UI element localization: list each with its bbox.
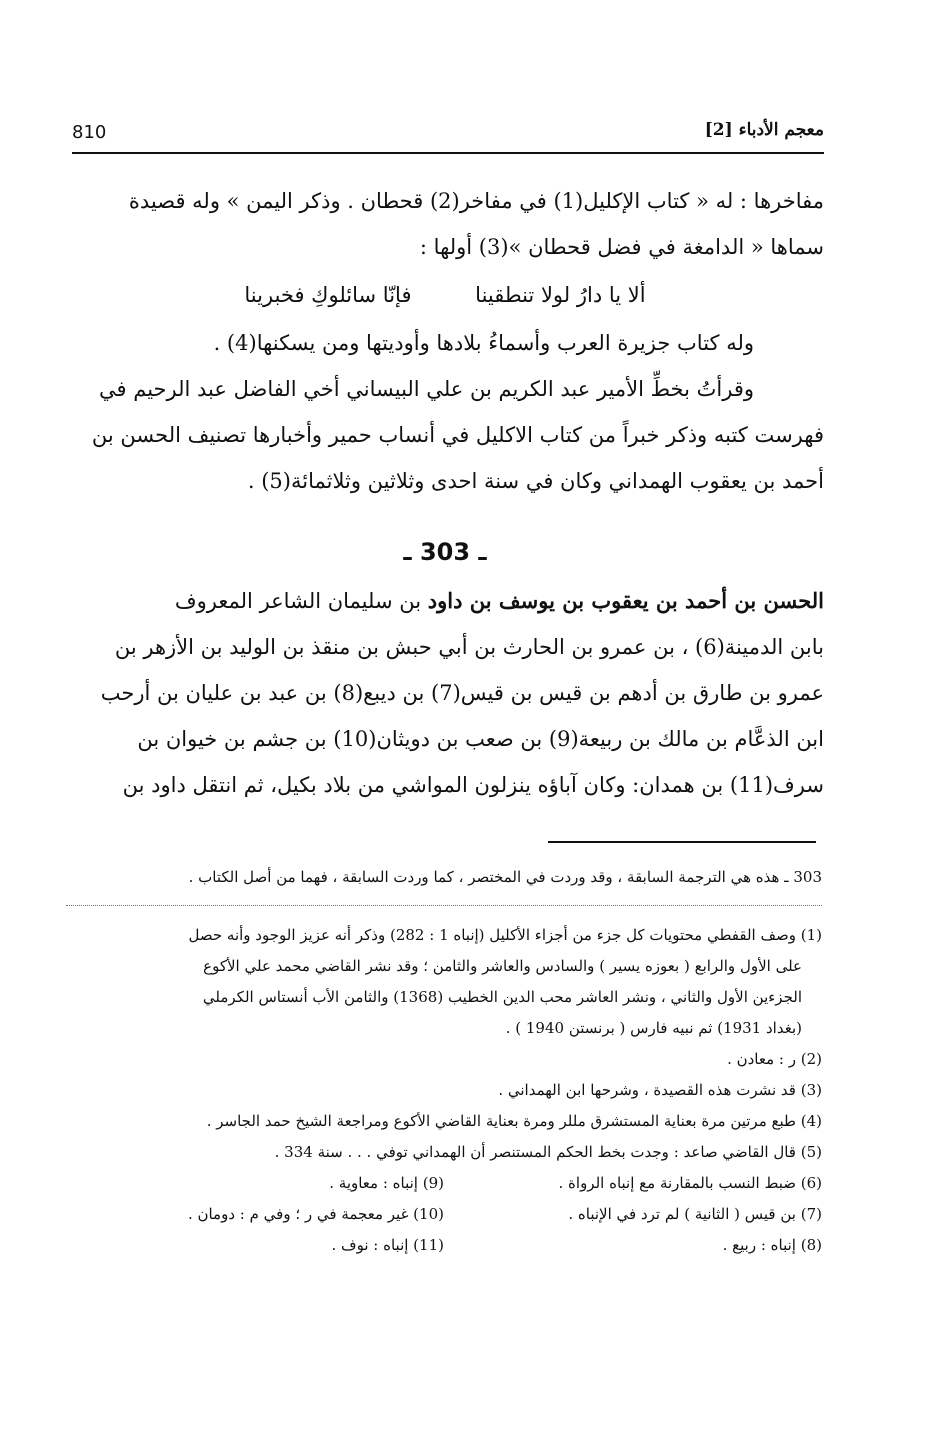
footnote-columns	[66, 1168, 822, 1261]
footnote: (9) إنباه : معاوية .	[329, 1174, 444, 1192]
footnote: (6) ضبط النسب بالمقارنة مع إنباه الرواة .	[558, 1174, 822, 1192]
footnote: (7) بن قيس ( الثانية ) لم ترد في الإنباه .	[568, 1205, 822, 1223]
header-rule	[72, 152, 824, 154]
footnote: (4) طبع مرتين مرة بعناية المستشرق مللر ومرة بعناية القاضي الأكوع ومراجعة الشيخ حمد الجاسر .	[206, 1112, 822, 1130]
footnote: (3) قد نشرت هذه القصيدة ، وشرحها ابن الهمداني .	[498, 1081, 822, 1099]
footnote: (1) وصف القفطي محتويات كل جزء من أجزاء الأكليل (إنباه 1 : 282) وذكر أنه عزيز الوجود وأنه حصل	[188, 926, 822, 944]
running-title: معجم الأدباء [2]	[704, 120, 824, 140]
page-number: 810	[72, 122, 107, 143]
entry-line: عمرو بن طارق بن أدهم بن قيس بن قيس(7) بن ديبع(8) بن عبد بن عليان بن أرحب	[100, 681, 824, 705]
text-line: مفاخرها : له « كتاب الإكليل(1) في مفاخر(2) قحطان . وذكر اليمن » وله قصيدة	[128, 189, 824, 213]
text-line: وله كتاب جزيرة العرب وأسماءُ بلادها وأوديتها ومن يسكنها(4) .	[213, 331, 754, 355]
entry-line: ابن الذعَّام بن مالك بن ربيعة(9) بن صعب بن دويثان(10) بن جشم بن خيوان بن	[137, 727, 824, 751]
footnotes	[66, 862, 822, 1261]
footnote-entry-note: 303 ـ هذه هي الترجمة السابقة ، وقد وردت في المختصر ، كما وردت السابقة ، فهما من أصل الكتاب .	[188, 868, 822, 886]
entry-line: بابن الدمينة(6) ، بن عمرو بن الحارث بن أبي حبش بن منقذ بن الوليد بن الأزهر بن	[114, 635, 824, 659]
dotted-divider	[66, 905, 822, 906]
entry-line-rest: بن سليمان الشاعر المعروف	[174, 589, 428, 613]
footnote-column-left	[66, 1168, 444, 1261]
footnote-continued: الجزءين الأول والثاني ، ونشر العاشر محب الدين الخطيب (1368) والثامن الأب أنستاس الكرملي	[202, 988, 802, 1006]
footnote-rule	[548, 841, 816, 843]
text-line: سماها « الدامغة في فضل قحطان »(3) أولها :	[419, 235, 824, 259]
entry-line	[66, 578, 824, 624]
footnote: (2) ر : معادن .	[727, 1050, 822, 1068]
entry-text	[66, 578, 824, 808]
footnote: (5) قال القاضي صاعد : وجدت بخط الحكم المستنصر أن الهمداني توفي . . . سنة 334 .	[274, 1143, 822, 1161]
footnote: (11) إنباه : نوف .	[331, 1236, 444, 1254]
poem-verse	[66, 270, 824, 320]
text-line: وقرأتُ بخطِّ الأمير عبد الكريم بن علي البيساني أخي الفاضل عبد الرحيم في	[99, 377, 754, 401]
footnote-continued: (بغداد 1931) ثم نبيه فارس ( برنستن 1940 ) .	[505, 1019, 802, 1037]
footnote-column-right	[444, 1168, 822, 1261]
text-line: فهرست كتبه وذكر خبراً من كتاب الاكليل في أنساب حمير وأخبارها تصنيف الحسن بن	[91, 423, 824, 447]
verse-first-hemistich: ألا يا دارُ لولا تنطقينا	[475, 283, 646, 307]
entry-number: ـ 303 ـ	[403, 538, 487, 566]
verse-second-hemistich: فإنّا سائلوكِ فخبرينا	[244, 283, 412, 307]
page-header	[72, 118, 824, 152]
entry-name: الحسن بن أحمد بن يعقوب بن يوسف بن داود	[427, 588, 824, 613]
footnote: (10) غير معجمة في ر ؛ وفي م : دومان .	[187, 1205, 444, 1223]
main-text	[66, 178, 824, 808]
entry-line: سرف(11) بن همدان: وكان آباؤه ينزلون المواشي من بلاد بكيل، ثم انتقل داود بن	[122, 773, 824, 797]
footnote: (8) إنباه : ربيع .	[722, 1236, 822, 1254]
footnote-continued: على الأول والرابع ( بعوزه يسير ) والسادس والعاشر والثامن ؛ وقد نشر القاضي محمد علي الأكوع	[203, 957, 802, 975]
text-line: أحمد بن يعقوب الهمداني وكان في سنة احدى وثلاثين وثلاثمائة(5) .	[247, 469, 824, 493]
